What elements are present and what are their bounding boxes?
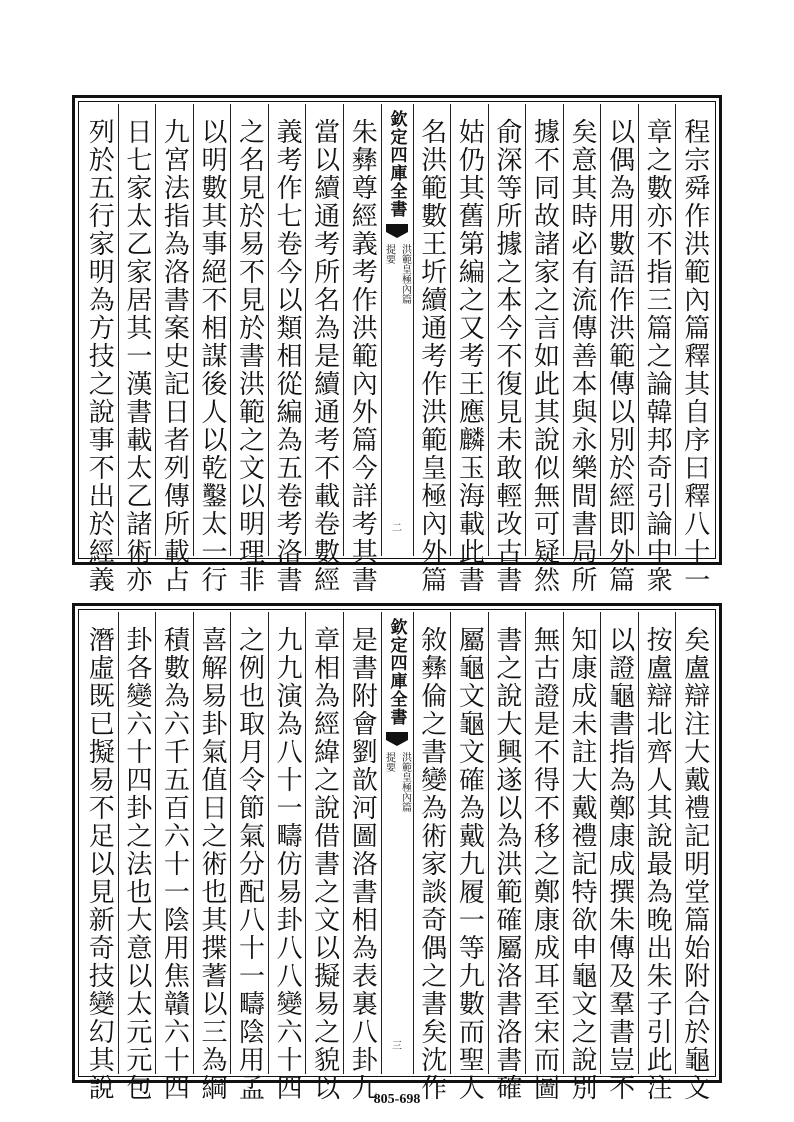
top-column-text: 章之數亦不指三篇之論韓邦奇引論中衆 <box>642 118 673 594</box>
bottom-text-column <box>343 612 381 1102</box>
top-page-number: 二 <box>392 523 402 534</box>
top-text-column <box>193 104 231 594</box>
bottom-column-text: 潛虛既已擬易不足以見新奇技變幻其說 <box>84 626 115 1102</box>
top-page-subtitle <box>382 244 413 304</box>
fish-tail-mark-icon <box>386 224 408 238</box>
bottom-subtitle-right: 洪範皇極內篇 <box>399 752 411 812</box>
top-text-column <box>305 104 343 594</box>
page-footer-number: 805-698 <box>373 1092 421 1107</box>
bottom-column-text: 敘彝倫之書變為術家談奇偶之書矣沈作 <box>416 626 447 1102</box>
top-text-column <box>638 104 676 594</box>
top-column-text: 程宗舜作洪範內篇釋其自序曰釋八十一 <box>679 118 710 594</box>
bottom-column-text: 屬龜文龜文確為戴九履一等九數而聖人 <box>454 626 485 1102</box>
bottom-column-text: 無古證是不得不移之鄭康成耳至宋而圖 <box>529 626 560 1102</box>
top-text-column <box>675 104 713 594</box>
top-column-text: 俞深等所據之本今不復見未敢輕改古書 <box>491 118 522 594</box>
top-text-column <box>525 104 563 594</box>
top-column-text: 當以續通考所名為是續通考不載卷數經 <box>309 118 340 594</box>
bottom-center-column <box>381 612 413 1074</box>
bottom-text-column <box>563 612 601 1102</box>
bottom-column-text: 按盧辯北齊人其說最為晚出朱子引此注 <box>642 626 673 1102</box>
top-column-text: 義考作七卷今以類相從編為五卷考洛書 <box>272 118 303 594</box>
top-column-text: 以偶為用數語作洪範傳以別於經即外篇 <box>604 118 635 594</box>
top-subtitle-right: 洪範皇極內篇 <box>399 244 411 304</box>
bottom-text-column <box>305 612 343 1102</box>
top-column-text: 姑仍其舊第編之又考王應麟玉海載此書 <box>454 118 485 594</box>
top-page-frame <box>72 95 722 594</box>
top-text-column <box>563 104 601 594</box>
top-column-text: 朱彝尊經義考作洪範內外篇今詳考其書 <box>347 118 378 594</box>
bottom-column-text: 卦各變六十四卦之法也大意以太元元包 <box>121 626 152 1102</box>
top-center-column <box>381 104 413 556</box>
top-column-text: 日七家太乙家居其一漢書載太乙諸術亦 <box>121 118 152 594</box>
top-column-text: 據不同故諸家之言如此其說似無可疑然 <box>529 118 560 594</box>
top-text-column <box>230 104 268 594</box>
top-column-text: 以明數其事絕不相謀後人以乾鑿太一行 <box>196 118 227 594</box>
top-column-text: 矣意其時必有流傳善本與永樂間書局所 <box>567 118 598 594</box>
bottom-text-column <box>488 612 526 1102</box>
bottom-text-column <box>193 612 231 1102</box>
top-subtitle-left: 提要 <box>383 244 395 264</box>
bottom-column-text: 積數為六千五百六十一陰用焦贛六十四 <box>159 626 190 1102</box>
bottom-column-text: 章相為經緯之說借書之文以擬易之貌以 <box>309 626 340 1102</box>
bottom-text-column <box>638 612 676 1102</box>
top-text-column <box>343 104 381 594</box>
top-text-column <box>268 104 306 594</box>
bottom-text-column <box>268 612 306 1102</box>
bottom-text-column <box>450 612 488 1102</box>
bottom-text-column <box>81 612 118 1102</box>
top-column-text: 九宮法指為洛書案史記日者列傳所載占 <box>159 118 190 594</box>
top-text-column <box>413 104 451 594</box>
top-page-columns <box>81 104 713 594</box>
top-column-text: 列於五行家明為方技之說事不出於經義 <box>84 118 115 594</box>
bottom-subtitle-left: 提要 <box>383 752 395 772</box>
bottom-text-column <box>230 612 268 1102</box>
bottom-text-column <box>118 612 156 1102</box>
bottom-page-subtitle <box>382 752 413 812</box>
bottom-text-column <box>600 612 638 1102</box>
bottom-column-text: 以證龜書指為鄭康成撰朱傳及羣書豈不 <box>604 626 635 1102</box>
top-text-column <box>81 104 118 594</box>
bottom-column-text: 九九演為八十一疇仿易卦八八變六十四 <box>272 626 303 1102</box>
bottom-text-column <box>675 612 713 1102</box>
bottom-text-column <box>155 612 193 1102</box>
top-text-column <box>600 104 638 594</box>
top-text-column <box>118 104 156 594</box>
top-column-text: 名洪範數王圻續通考作洪範皇極內外篇 <box>416 118 447 594</box>
bottom-column-text: 矣盧辯注大戴禮記明堂篇始附合於龜文 <box>679 626 710 1102</box>
bottom-column-text: 是書附會劉歆河圖洛書相為表裏八卦九 <box>347 626 378 1102</box>
bottom-text-column <box>525 612 563 1102</box>
top-page-header: 欽定四庫全書 <box>386 110 407 218</box>
fish-tail-mark-icon <box>386 732 408 746</box>
bottom-text-column <box>413 612 451 1102</box>
top-text-column <box>155 104 193 594</box>
top-text-column <box>488 104 526 594</box>
bottom-column-text: 書之說大興遂以為洪範確屬洛書洛書確 <box>491 626 522 1102</box>
bottom-column-text: 喜解易卦氣值日之術也其揲蓍以三為綱 <box>196 626 227 1102</box>
bottom-column-text: 知康成未註大戴禮記特欲申龜文之說別 <box>567 626 598 1102</box>
top-column-text: 之名見於易不見於書洪範之文以明理非 <box>234 118 265 594</box>
bottom-page-header: 欽定四庫全書 <box>386 618 407 726</box>
bottom-column-text: 之例也取月令節氣分配八十一疇陰用孟 <box>234 626 265 1102</box>
bottom-page-number: 三 <box>392 1041 402 1052</box>
top-text-column <box>450 104 488 594</box>
